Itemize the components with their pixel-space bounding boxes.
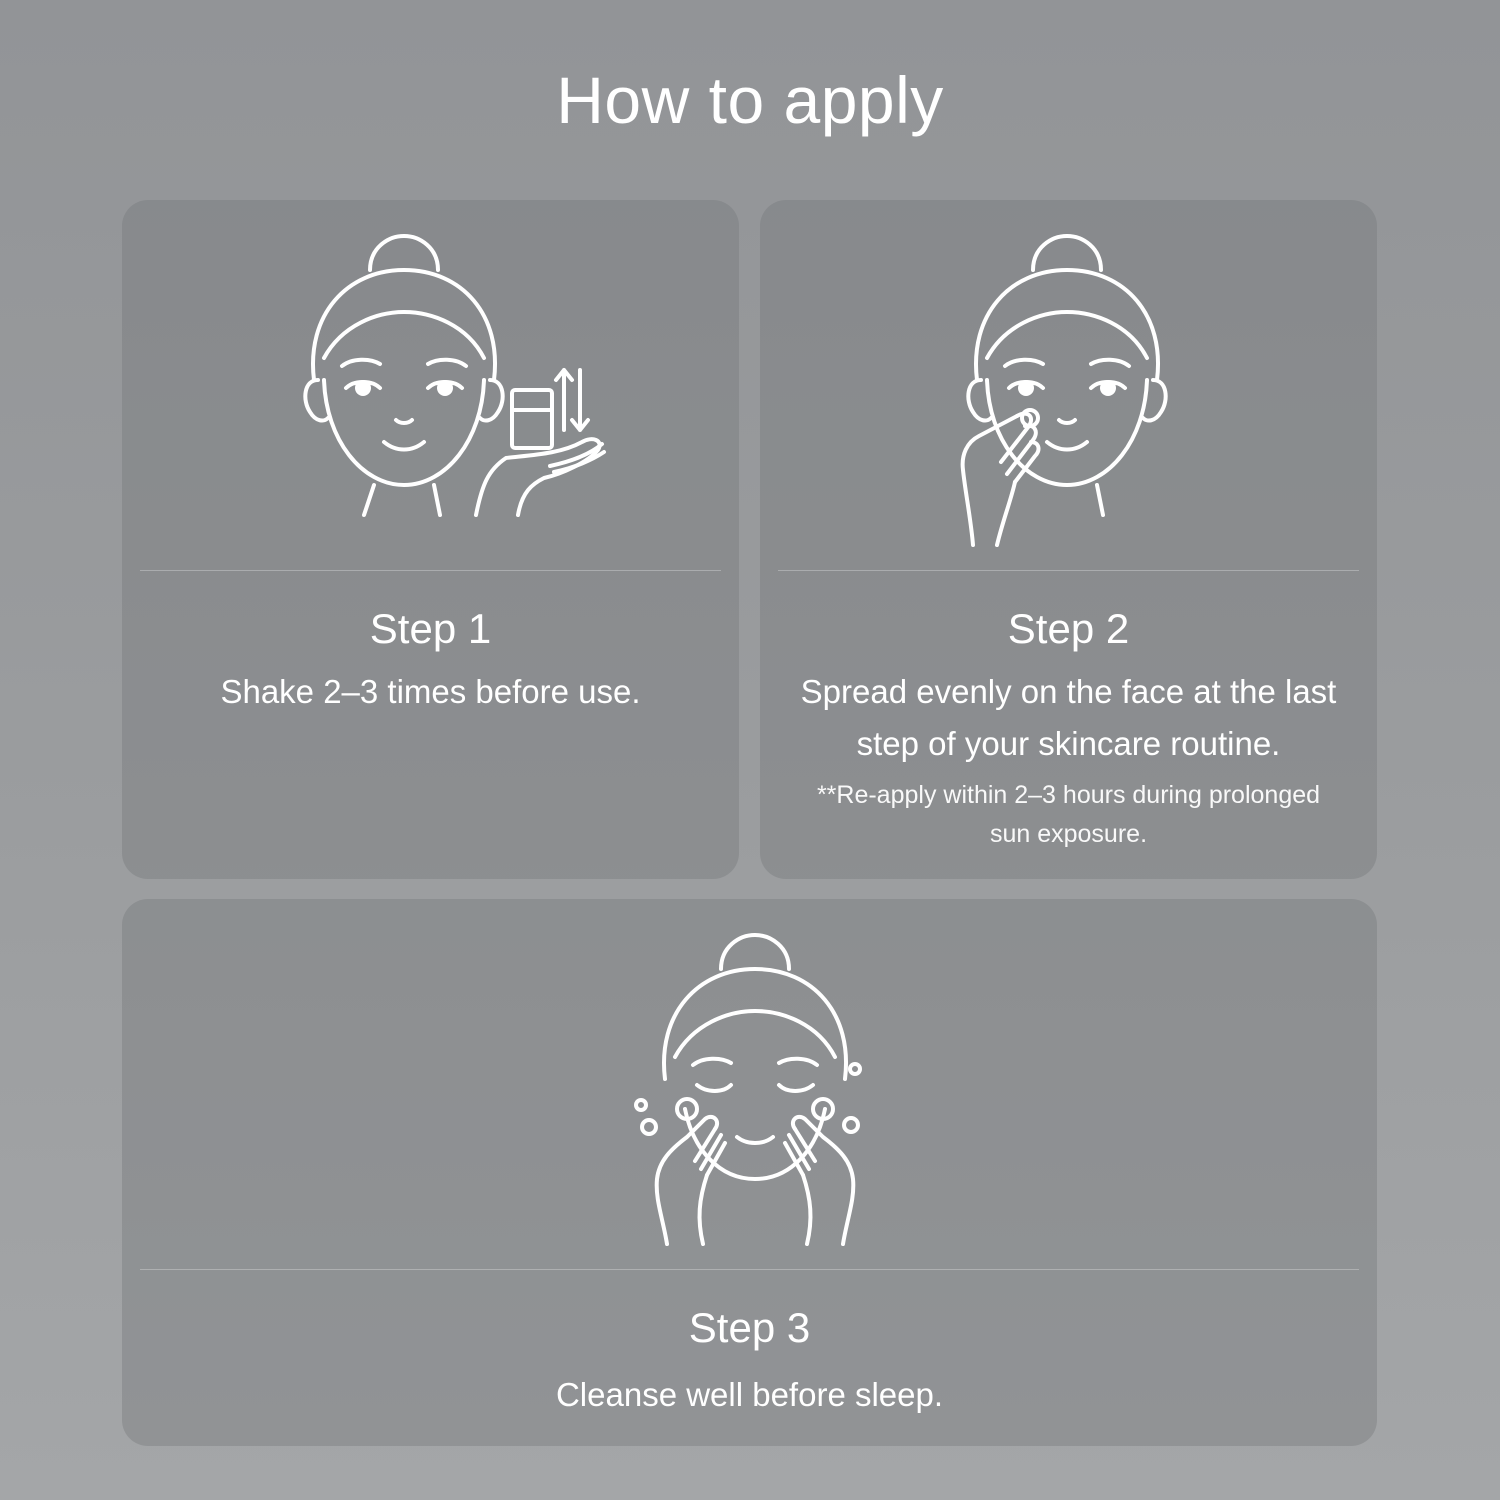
step-card-3	[122, 899, 1377, 1446]
step-title: Step 3	[688, 1304, 811, 1351]
face-cleanse-icon	[627, 929, 877, 1249]
step-note: **Re-apply within 2–3 hours during prolonged sun exposure.	[816, 781, 1321, 848]
step-card-1	[122, 200, 739, 879]
face-apply-product-icon	[955, 230, 1185, 550]
step-card-2	[760, 200, 1377, 879]
step-description: Cleanse well before sleep.	[555, 1376, 944, 1413]
step-title: Step 1	[369, 605, 492, 652]
step-description: Shake 2–3 times before use.	[220, 673, 641, 710]
divider	[778, 570, 1359, 571]
divider	[140, 1269, 1359, 1270]
step-description: Spread evenly on the face at the last step of your skincare routine.	[800, 673, 1337, 762]
face-shake-product-icon	[292, 230, 622, 530]
page-title: How to apply	[556, 63, 944, 137]
step-title: Step 2	[1007, 605, 1130, 652]
divider	[140, 570, 721, 571]
